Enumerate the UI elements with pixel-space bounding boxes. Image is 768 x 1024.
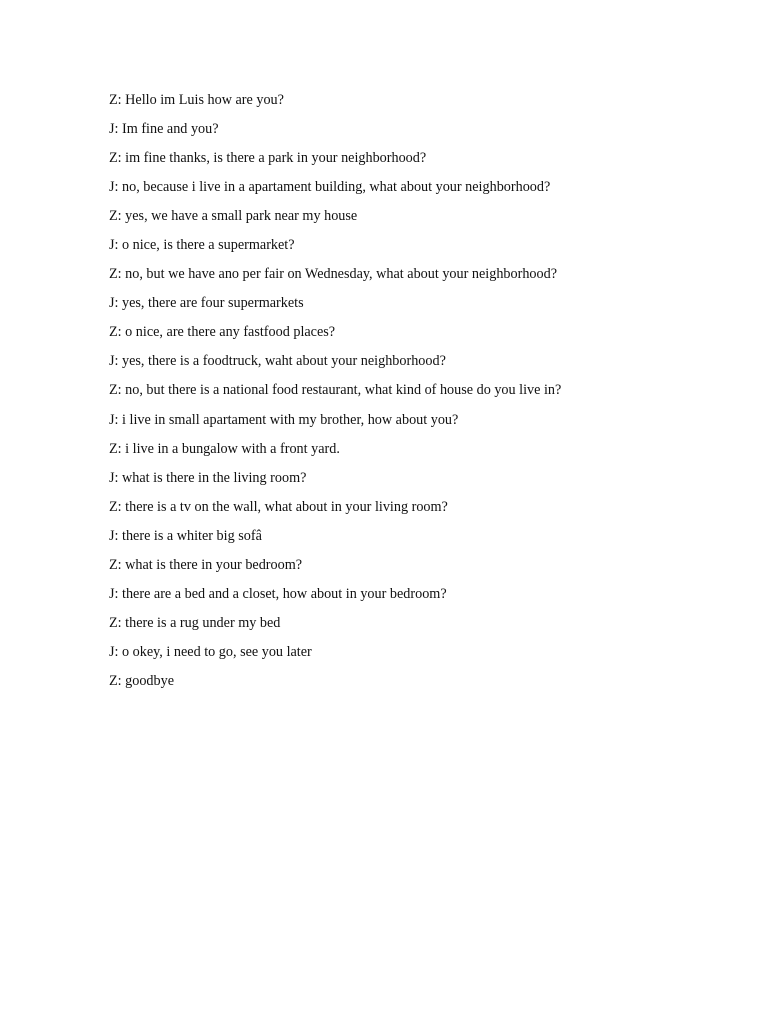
dialogue-line: Z: what is there in your bedroom? xyxy=(109,556,303,573)
dialogue-text xyxy=(109,86,561,696)
dialogue-line: Z: Hello im Luis how are you? xyxy=(109,92,284,108)
dialogue-line: J: yes, there are four supermarkets xyxy=(109,295,304,312)
dialogue-line: Z: goodbye xyxy=(109,672,175,689)
dialogue-line: Z: o nice, are there any fastfood places? xyxy=(109,324,336,341)
dialogue-line: J: i live in small apartament with my brother, how about you? xyxy=(109,411,459,428)
dialogue-line: Z: no, but we have ano per fair on Wednesday, what about your neighborhood? xyxy=(109,266,557,283)
dialogue-line: Z: im fine thanks, is there a park in your neighborhood? xyxy=(109,150,427,167)
dialogue-line: J: yes, there is a foodtruck, waht about your neighborhood? xyxy=(109,353,446,370)
dialogue-line: J: what is there in the living room? xyxy=(109,469,307,486)
dialogue-line: J: there are a bed and a closet, how about in your bedroom? xyxy=(109,585,447,602)
dialogue-line: Z: no, but there is a national food restaurant, what kind of house do you live in? xyxy=(109,382,562,399)
dialogue-line: Z: there is a tv on the wall, what about in your living room? xyxy=(109,498,448,515)
dialogue-line: Z: there is a rug under my bed xyxy=(109,614,281,631)
dialogue-line: J: Im fine and you? xyxy=(109,121,219,138)
dialogue-line: J: o okey, i need to go, see you later xyxy=(109,643,312,660)
dialogue-line: J: no, because i live in a apartament building, what about your neighborhood? xyxy=(109,179,551,196)
dialogue-line: J: there is a whiter big sofâ xyxy=(109,527,262,544)
dialogue-line: Z: yes, we have a small park near my house xyxy=(109,208,358,225)
dialogue-line: J: o nice, is there a supermarket? xyxy=(109,237,295,254)
dialogue-line: Z: i live in a bungalow with a front yard. xyxy=(109,440,340,457)
